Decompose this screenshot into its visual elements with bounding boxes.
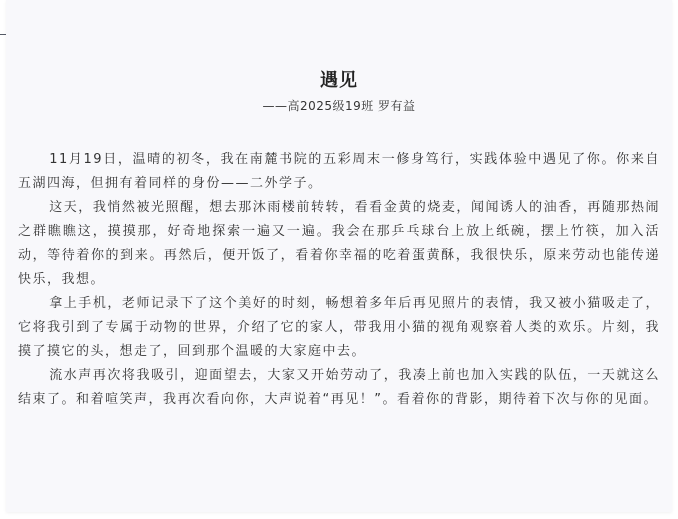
article-title: 遇见 (320, 70, 358, 91)
paragraph: 拿上手机，老师记录下了这个美好的时刻，畅想着多年后再见照片的表情，我又被小猫吸走了，它将我引到了专属于动物的世界，介绍了它的家人，带我用小猫的视角观察着人类的欢乐。片刻，我摸了摸它的头，想走了，回到那个温暖的大家庭中去。 (18, 296, 660, 359)
paragraph: 这天，我悄然被光照醒，想去那沐雨楼前转转，看看金黄的烧麦，闻闻诱人的油香，再随那热闹之群瞧瞧这，摸摸那，好奇地探索一遍又一遍。我会在那乒乓球台上放上纸碗，摆上竹筷，加入活动，等待着你的到来。再然后，便开饭了，看着你幸福的吃着蛋黄酥，我很快乐，原来劳动也能传递快乐，我想。 (18, 200, 660, 287)
article-byline: ——高2025级19班 罗有益 (262, 99, 416, 113)
article-card (6, 0, 672, 512)
paragraph: 流水声再次将我吸引，迎面望去，大家又开始劳动了，我凑上前也加入实践的队伍，一天就这么结束了。和着喧笑声，我再次看向你，大声说着“再见！”。看着你的背影，期待着下次与你的见面。 (18, 368, 660, 407)
paragraph: 11月19日，温晴的初冬，我在南麓书院的五彩周末一修身笃行，实践体验中遇见了你。你来自五湖四海，但拥有着同样的身份——二外学子。 (18, 152, 660, 191)
article-body (18, 148, 660, 412)
